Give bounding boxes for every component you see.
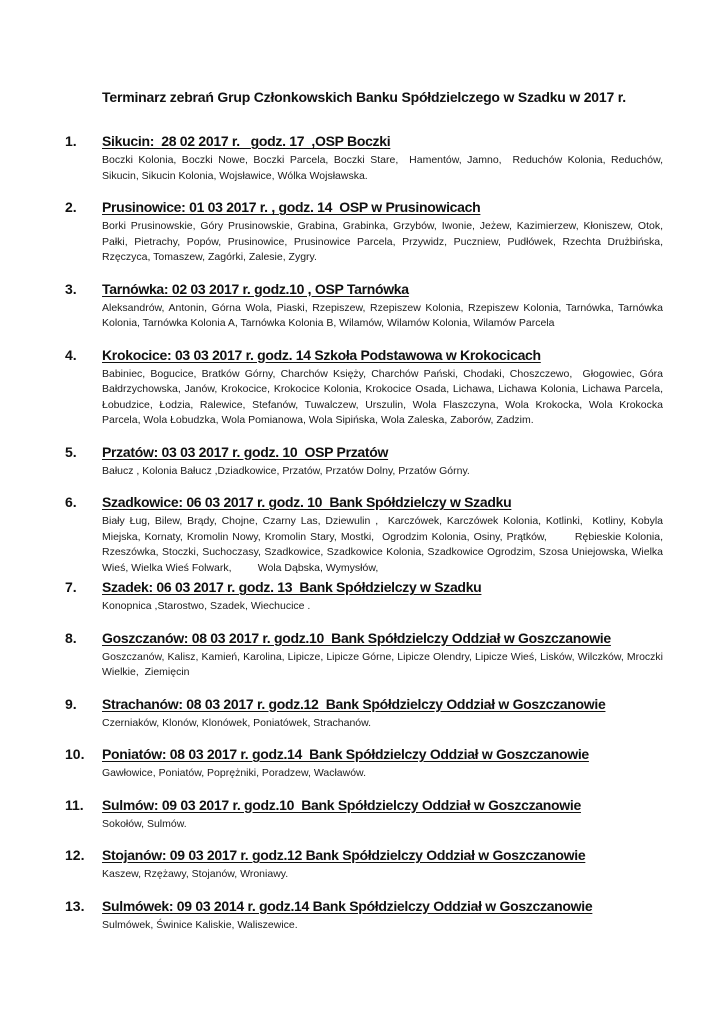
list-item: [65, 280, 663, 332]
item-places: Konopnica ,Starostwo, Szadek, Wiechucice .: [102, 600, 311, 612]
list-item: [65, 132, 663, 184]
item-heading: Sulmów: 09 03 2017 r. godz.10 Bank Spółdzielczy Oddział w Goszczanowie: [102, 796, 581, 813]
item-content: [102, 198, 663, 266]
item-number: 8.: [65, 629, 77, 646]
item-number: 12.: [65, 847, 85, 863]
item-content: [102, 846, 663, 883]
item-places: Biały Ług, Bilew, Brądy, Chojne, Czarny Las, Dziewulin , Karczówek, Karczówek Kolonia, Kotlinki, Kotliny, Kobyla Miejska, Kornaty, Kromolin Nowy, Kromolin Stary, Mostki, Ogrodzim Kolonia, Osiny, Prątków, Rębieskie Kolonia, Rzeszówka, Stoczki, Suchoczasy, Szadkowice, Szadkowice Kolonia, Szadkowice Ogrodzim, Szosa Uniejowska, Wielka Wieś, Wielka Wieś Folwark, Wola Dąbska, Wymysłów,: [102, 515, 663, 574]
item-heading: Krokocice: 03 03 2017 r. godz. 14 Szkoła Podstawowa w Krokocicach: [102, 346, 541, 363]
item-places: Boczki Kolonia, Boczki Nowe, Boczki Parcela, Boczki Stare, Hamentów, Jamno, Reduchów Kolonia, Reduchów, Sikucin, Sikucin Kolonia, Wojsławice, Wólka Wojsławska.: [102, 154, 663, 182]
item-places: Sokołów, Sulmów.: [102, 817, 187, 830]
list-item: [65, 346, 663, 429]
list-item: [65, 493, 663, 576]
item-heading: Tarnówka: 02 03 2017 r. godz.10 , OSP Tarnówka: [102, 280, 409, 297]
list-item: [65, 578, 663, 615]
item-heading: Prusinowice: 01 03 2017 r. , godz. 14 OSP w Prusinowicach: [102, 199, 481, 215]
item-number: 6.: [65, 494, 77, 510]
list-item: [65, 443, 663, 480]
item-content: [102, 695, 663, 732]
document-title: Terminarz zebrań Grup Członkowskich Banku Spółdzielczego w Szadku w 2017 r.: [102, 89, 626, 105]
list-item: [65, 629, 663, 681]
item-content: [102, 629, 663, 681]
item-places: Gawłowice, Poniatów, Poprężniki, Poradzew, Wacławów.: [102, 767, 366, 779]
item-number: 7.: [65, 579, 77, 595]
list-item: [65, 897, 663, 934]
item-content: [102, 280, 663, 332]
item-places: Goszczanów, Kalisz, Kamień, Karolina, Lipicze, Lipicze Górne, Lipicze Olendry, Lipicze Wieś, Lisków, Wilczków, Mroczki Wielkie, Ziemięcin: [102, 650, 663, 678]
item-content: [102, 578, 663, 615]
list-item: [65, 745, 663, 782]
item-places: Bałucz , Kolonia Bałucz ,Dziadkowice, Przatów, Przatów Dolny, Przatów Górny.: [102, 464, 470, 477]
list-item: [65, 198, 663, 266]
item-heading: Strachanów: 08 03 2017 r. godz.12 Bank Spółdzielczy Oddział w Goszczanowie: [102, 695, 606, 712]
item-number: 10.: [65, 746, 85, 762]
item-content: [102, 745, 663, 782]
item-places: Borki Prusinowskie, Góry Prusinowskie, Grabina, Grabinka, Grzybów, Iwonie, Jeżew, Kazimierzew, Kłoniszew, Otok, Pałki, Pietrachy, Popów, Prusinowice, Prusinowice Parcela, Przywidz, Puczniew, Pudłówek, Rzechta Drużbińska, Rzęczyca, Tomaszew, Zagórki, Zalesie, Zygry.: [102, 220, 663, 263]
item-places: Babiniec, Bogucice, Bratków Górny, Charchów Księży, Charchów Pański, Chodaki, Choszczewo, Głogowiec, Góra Bałdrzychowska, Janów, Krokocice, Krokocice Kolonia, Krokocice Osada, Lichawa, Lichawa Kolonia, Lichawa Parcela, Łobudzice, Łodzia, Ralewice, Stefanów, Tuwalczew, Urszulin, Wola Flaszczyna, Wola Krokocka, Wola Krokocka Parcela, Wola Łobudzka, Wola Pomianowa, Wola Sipińska, Wola Zaleska, Zaborów, Zadzim.: [102, 367, 663, 426]
item-heading: Szadkowice: 06 03 2017 r. godz. 10 Bank Spółdzielczy w Szadku: [102, 494, 512, 510]
item-places: Kaszew, Rzężawy, Stojanów, Wroniawy.: [102, 868, 289, 880]
item-heading: Sikucin: 28 02 2017 r. godz. 17 ,OSP Boczki: [102, 133, 391, 149]
item-content: [102, 132, 663, 184]
item-number: 5.: [65, 443, 77, 460]
list-item: [65, 796, 663, 833]
item-heading: Poniatów: 08 03 2017 r. godz.14 Bank Spółdzielczy Oddział w Goszczanowie: [102, 746, 589, 762]
item-number: 3.: [65, 280, 77, 297]
list-item: [65, 695, 663, 732]
item-number: 13.: [65, 897, 85, 914]
item-number: 9.: [65, 695, 77, 712]
item-content: [102, 493, 663, 576]
item-number: 1.: [65, 133, 77, 149]
item-heading: Przatów: 03 03 2017 r. godz. 10 OSP Przatów: [102, 443, 389, 460]
item-content: [102, 346, 663, 429]
item-heading: Szadek: 06 03 2017 r. godz. 13 Bank Spółdzielczy w Szadku: [102, 579, 482, 595]
item-places: Aleksandrów, Antonin, Górna Wola, Piaski, Rzepiszew, Rzepiszew Kolonia, Rzepiszew Kolonia, Tarnówka, Tarnówka Kolonia, Tarnówka Kolonia A, Tarnówka Kolonia B, Wilamów, Wilamów Kolonia, Wilamów Parcela: [102, 301, 663, 329]
item-content: [102, 443, 663, 480]
item-content: [102, 897, 663, 934]
item-heading: Stojanów: 09 03 2017 r. godz.12 Bank Spółdzielczy Oddział w Goszczanowie: [102, 847, 586, 863]
item-places: Czerniaków, Klonów, Klonówek, Poniatówek, Strachanów.: [102, 716, 372, 729]
item-number: 2.: [65, 199, 77, 215]
item-heading: Sulmówek: 09 03 2014 r. godz.14 Bank Spółdzielczy Oddział w Goszczanowie: [102, 897, 593, 914]
item-content: [102, 796, 663, 833]
item-number: 11.: [65, 796, 84, 813]
list-item: [65, 846, 663, 883]
item-heading: Goszczanów: 08 03 2017 r. godz.10 Bank Spółdzielczy Oddział w Goszczanowie: [102, 629, 611, 646]
item-number: 4.: [65, 346, 77, 363]
item-places: Sulmówek, Świnice Kaliskie, Waliszewice.: [102, 918, 298, 931]
